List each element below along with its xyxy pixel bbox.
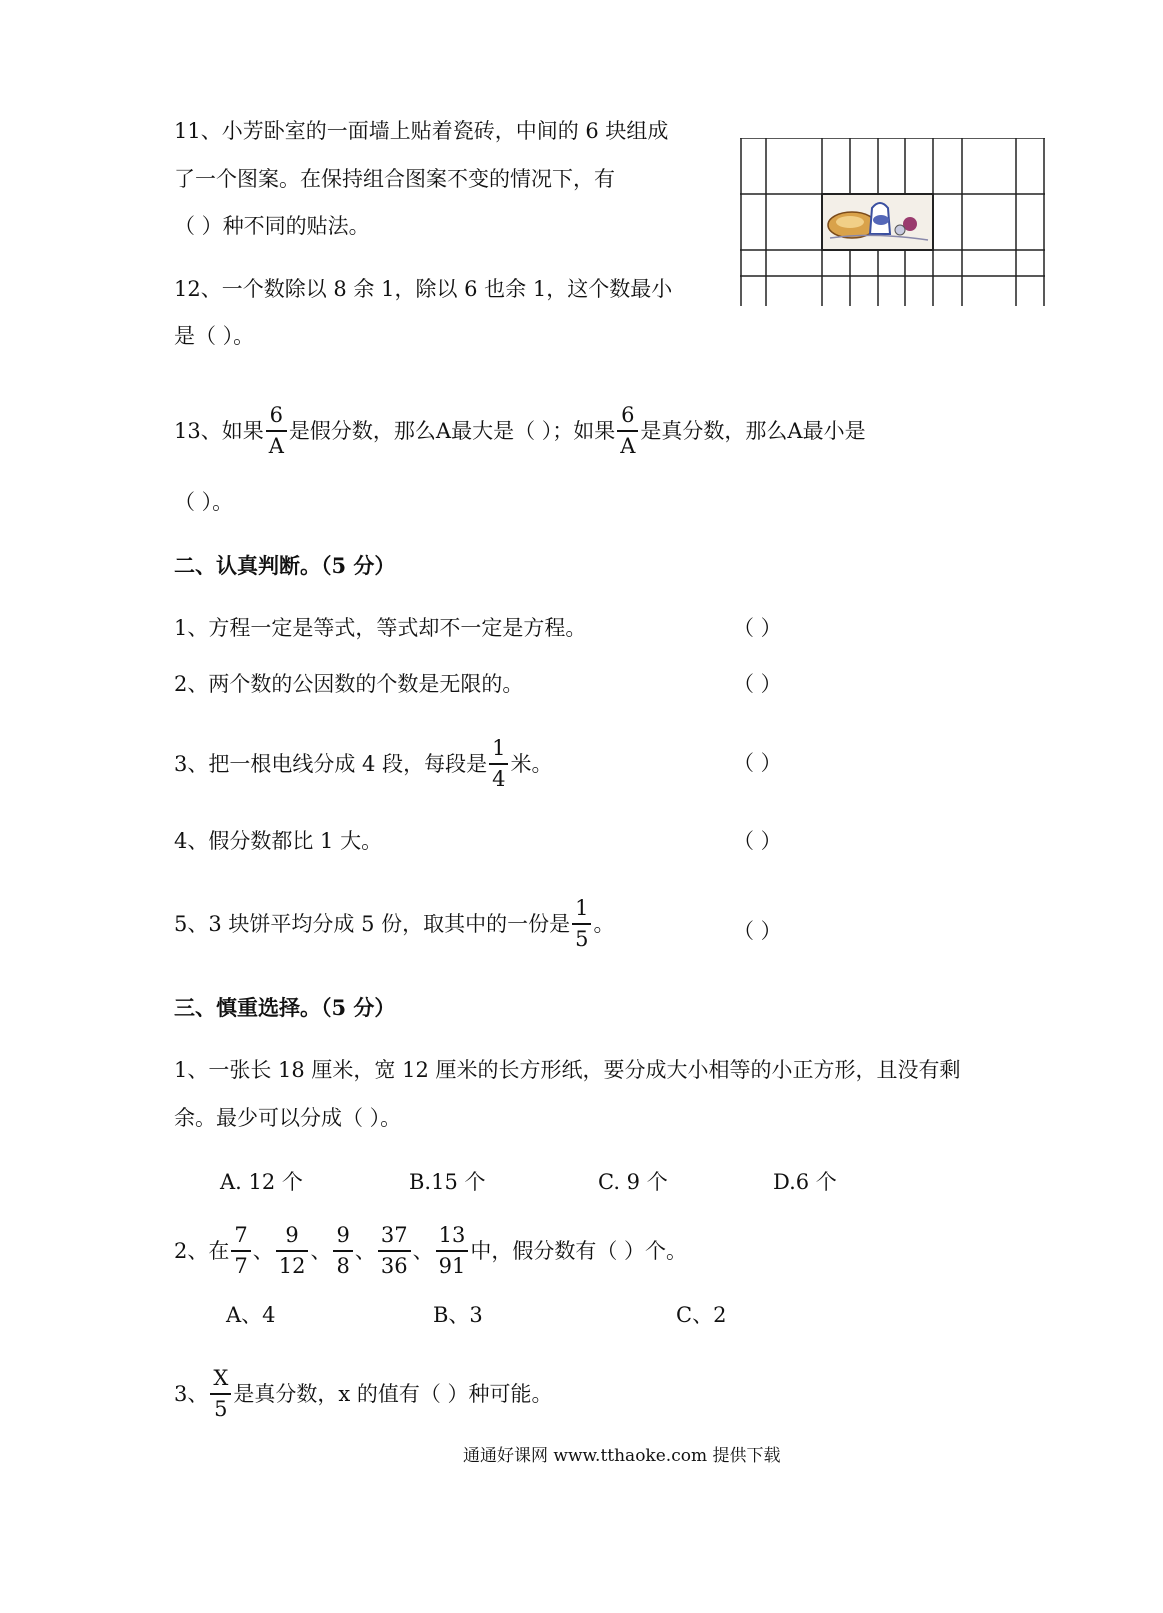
judge-item-3-fraction (489, 738, 508, 790)
choice-q2-suffix: 中，假分数有（ ）个。 (470, 1238, 688, 1263)
choice-q1-option-a[interactable]: A. 12 个 (220, 1170, 303, 1194)
q11-line2: 了一个图案。在保持组合图案不变的情况下，有 (174, 167, 615, 191)
fraction-denominator: 7 (234, 1254, 248, 1278)
fraction-numerator: 9 (276, 1225, 309, 1252)
q12-line2: 是（ ）。 (174, 324, 255, 348)
q11-line3 (174, 216, 370, 237)
judge-item-5-denominator: 5 (575, 927, 589, 951)
choice-q2-option-b[interactable]: B、3 (433, 1303, 483, 1327)
q12-line1: 12、一个数除以 8 余 1，除以 6 也余 1，这个数最小 (174, 277, 673, 301)
section3-heading: 三、慎重选择。（5 分） (174, 995, 396, 1020)
judge-item-3-answer[interactable]: （ ） (733, 751, 782, 775)
judge-item-4-answer[interactable]: （ ） (733, 829, 782, 853)
choice-q1-line2: 余。最少可以分成（ ）。 (174, 1106, 402, 1130)
q13-text-1: 13、如果 (174, 418, 264, 443)
q13-fraction-2-numerator: 6 (617, 405, 638, 432)
choice-q2-option-a[interactable]: A、4 (226, 1303, 276, 1327)
choice-q2-fraction-1 (231, 1225, 250, 1277)
footer-credit: 通通好课网 www.tthaoke.com 提供下载 (463, 1446, 781, 1466)
judge-item-5-text-a: 5、3 块饼平均分成 5 份，取其中的一份是 (174, 911, 571, 936)
q13-fraction-1-denominator: A (268, 434, 284, 458)
fraction-numerator: 13 (436, 1225, 469, 1252)
choice-q2-fraction-5 (436, 1225, 469, 1277)
choice-q3-prefix: 3、 (174, 1381, 209, 1406)
choice-q2-separator: 、 (310, 1238, 332, 1263)
choice-q1-option-b[interactable]: B.15 个 (409, 1170, 486, 1194)
q13-line2[interactable]: （ ）。 (174, 490, 234, 514)
choice-q3-line (174, 1365, 553, 1423)
fraction-numerator: 7 (231, 1225, 250, 1252)
fraction-denominator: 5 (214, 1397, 228, 1421)
fraction-numerator: X (210, 1368, 231, 1395)
choice-q2-prefix: 2、在 (174, 1238, 230, 1263)
judge-item-3-denominator: 4 (492, 767, 506, 791)
judge-item-3-text-a: 3、把一根电线分成 4 段，每段是 (174, 751, 488, 776)
judge-item-5-text-b: 。 (593, 911, 615, 936)
fraction-denominator: 36 (380, 1254, 408, 1278)
choice-q2-line (174, 1222, 687, 1280)
judge-item-5-numerator: 1 (572, 898, 591, 925)
fraction-denominator: 91 (438, 1254, 466, 1278)
q13-fraction-2-denominator: A (620, 434, 636, 458)
fraction-numerator: 9 (333, 1225, 352, 1252)
judge-item-2-answer[interactable]: （ ） (733, 672, 782, 696)
choice-q2-option-c[interactable]: C、2 (676, 1303, 727, 1327)
judge-item-4: 4、假分数都比 1 大。 (174, 829, 383, 853)
judge-item-3-numerator: 1 (489, 738, 508, 765)
q13-line1 (174, 404, 866, 458)
q11-line1: 11、小芳卧室的一面墙上贴着瓷砖，中间的 6 块组成 (174, 119, 669, 143)
fraction-numerator: 37 (378, 1225, 411, 1252)
choice-q2-fraction-3 (333, 1225, 352, 1277)
judge-item-5-fraction (572, 898, 591, 950)
judge-item-1-answer[interactable]: （ ） (733, 616, 782, 640)
choice-q2-separator: 、 (412, 1238, 434, 1263)
choice-q2-separator: 、 (252, 1238, 274, 1263)
tile-grid-figure (740, 138, 1046, 306)
judge-item-2: 2、两个数的公因数的个数是无限的。 (174, 672, 524, 696)
choice-q1-line1: 1、一张长 18 厘米，宽 12 厘米的长方形纸，要分成大小相等的小正方形，且没有剩 (174, 1058, 961, 1082)
judge-item-3 (174, 737, 552, 791)
judge-item-5-answer[interactable]: （ ） (733, 919, 782, 943)
judge-item-1: 1、方程一定是等式，等式却不一定是方程。 (174, 616, 587, 640)
dishes-picture (822, 194, 933, 250)
choice-q3-fraction (210, 1368, 231, 1420)
choice-q2-fraction-4 (378, 1225, 411, 1277)
q13-fraction-1 (266, 405, 287, 457)
judge-item-3-text-b: 米。 (510, 751, 553, 776)
q13-text-2: 是假分数，那么A最大是（ ）；如果 (288, 418, 616, 443)
choice-q2-fraction-2 (276, 1225, 309, 1277)
judge-item-5 (174, 897, 614, 951)
q11-line3-text: 种不同的贴法。 (222, 214, 370, 238)
section2-heading: 二、认真判断。（5 分） (174, 553, 396, 578)
q13-fraction-2 (617, 405, 638, 457)
choice-q1-option-d[interactable]: D.6 个 (773, 1170, 837, 1194)
choice-q2-separator: 、 (354, 1238, 376, 1263)
q13-fraction-1-numerator: 6 (266, 405, 287, 432)
q13-text-3: 是真分数，那么A最小是 (640, 418, 866, 443)
q11-answer-blank[interactable]: （ ） (174, 214, 223, 238)
choice-q1-option-c[interactable]: C. 9 个 (598, 1170, 668, 1194)
choice-q3-suffix: 是真分数，x 的值有（ ）种可能。 (233, 1381, 553, 1406)
fraction-denominator: 12 (278, 1254, 306, 1278)
fraction-denominator: 8 (336, 1254, 350, 1278)
